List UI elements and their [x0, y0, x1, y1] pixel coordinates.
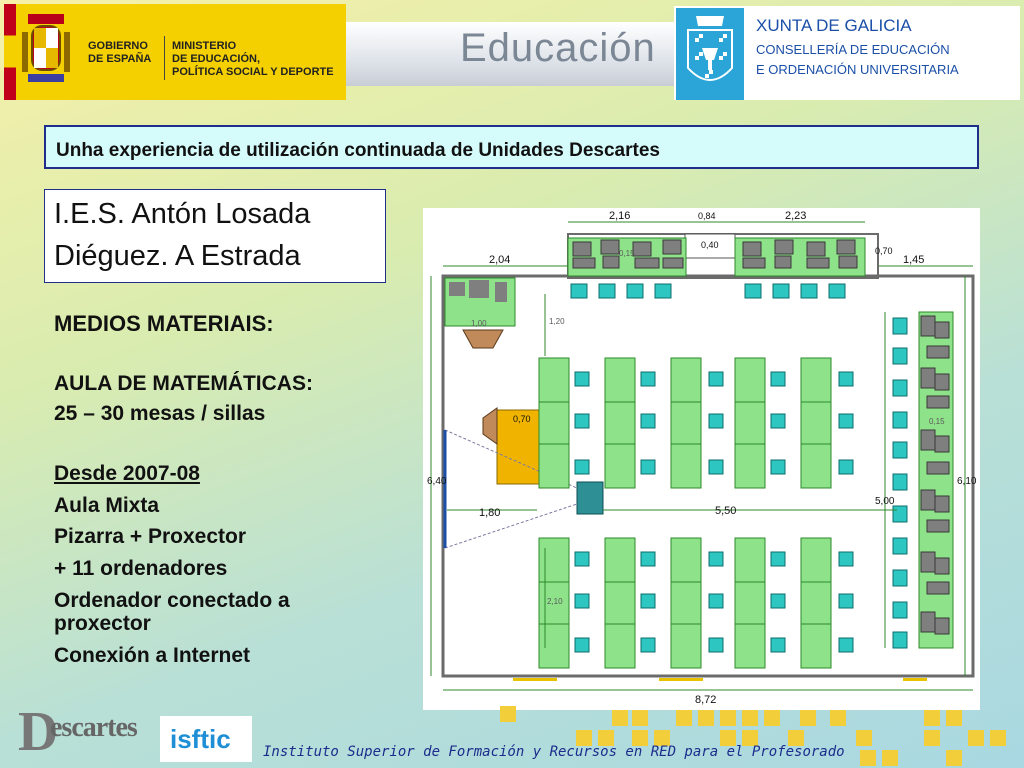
pizarra-text: Pizarra + Proxector — [54, 525, 247, 548]
dim-210: 2,10 — [547, 597, 563, 606]
dim-500: 5,00 — [875, 496, 895, 507]
classroom-floor-plan — [423, 208, 980, 710]
dim-040: 0,40 — [701, 240, 719, 250]
dim-top-c: 2,23 — [785, 210, 807, 222]
ordenacion-line: E ORDENACIÓN UNIVERSITARIA — [756, 62, 959, 77]
spain-government-label: GOBIERNO DE ESPAÑA — [88, 40, 152, 65]
spain-coat-of-arms-icon — [22, 12, 70, 92]
education-word: Educación — [460, 26, 656, 70]
dim-top-a: 2,16 — [609, 210, 631, 222]
ordenador-conectado-text: Ordenador conectado a — [54, 589, 290, 612]
mesas-text: 25 – 30 mesas / sillas — [54, 402, 266, 425]
school-name-line2: Diéguez. A Estrada — [54, 240, 301, 272]
dim-015a: 0,15 — [619, 249, 635, 258]
spain-flag-stripe — [4, 4, 16, 100]
projector-icon — [577, 482, 603, 514]
dim-180: 1,80 — [479, 507, 501, 519]
descartes-logo-initial: D — [18, 701, 59, 763]
medios-heading: MEDIOS MATERIAIS: — [54, 311, 274, 336]
slide-subtitle: Unha experiencia de utilización continuada de Unidades Descartes — [56, 140, 660, 161]
ordenador-conectado-text-2: proxector — [54, 612, 151, 635]
dim-top-b: 0,84 — [698, 211, 716, 221]
dim-left-top: 2,04 — [489, 254, 511, 266]
dim-015b: 0,15 — [929, 417, 945, 426]
dim-right-top: 1,45 — [903, 254, 925, 266]
desde-heading: Desde 2007-08 — [54, 462, 200, 485]
logo-divider — [164, 36, 165, 80]
xunta-galicia-name: XUNTA DE GALICIA — [756, 16, 912, 35]
aula-heading: AULA DE MATEMÁTICAS: — [54, 372, 313, 395]
aula-mixta-text: Aula Mixta — [54, 494, 160, 517]
dim-120: 1,20 — [549, 317, 565, 326]
isftic-label: isftic — [170, 724, 231, 754]
dim-070a: 0,70 — [875, 246, 893, 256]
right-computer-counter — [919, 312, 953, 648]
galicia-coat-of-arms-icon — [676, 8, 744, 100]
school-name-line1: I.E.S. Antón Losada — [54, 198, 311, 230]
dim-640: 6,40 — [427, 476, 447, 487]
ministry-label: MINISTERIO DE EDUCACIÓN, POLÍTICA SOCIAL Y DEPORTE — [172, 40, 334, 78]
dim-610: 6,10 — [957, 476, 977, 487]
dim-550: 5,50 — [715, 505, 737, 517]
conselleria-line: CONSELLERÍA DE EDUCACIÓN — [756, 42, 950, 57]
internet-text: Conexión a Internet — [54, 644, 251, 667]
ordenadores-text: + 11 ordenadores — [54, 557, 228, 580]
institute-footer: Instituto Superior de Formación y Recursos en RED para el Profesorado — [263, 744, 845, 760]
dim-070b: 0,70 — [513, 414, 531, 424]
dim-872: 8,72 — [695, 694, 717, 706]
dim-100: 1,00 — [471, 319, 487, 328]
descartes-logo-text: escartes — [50, 712, 137, 743]
